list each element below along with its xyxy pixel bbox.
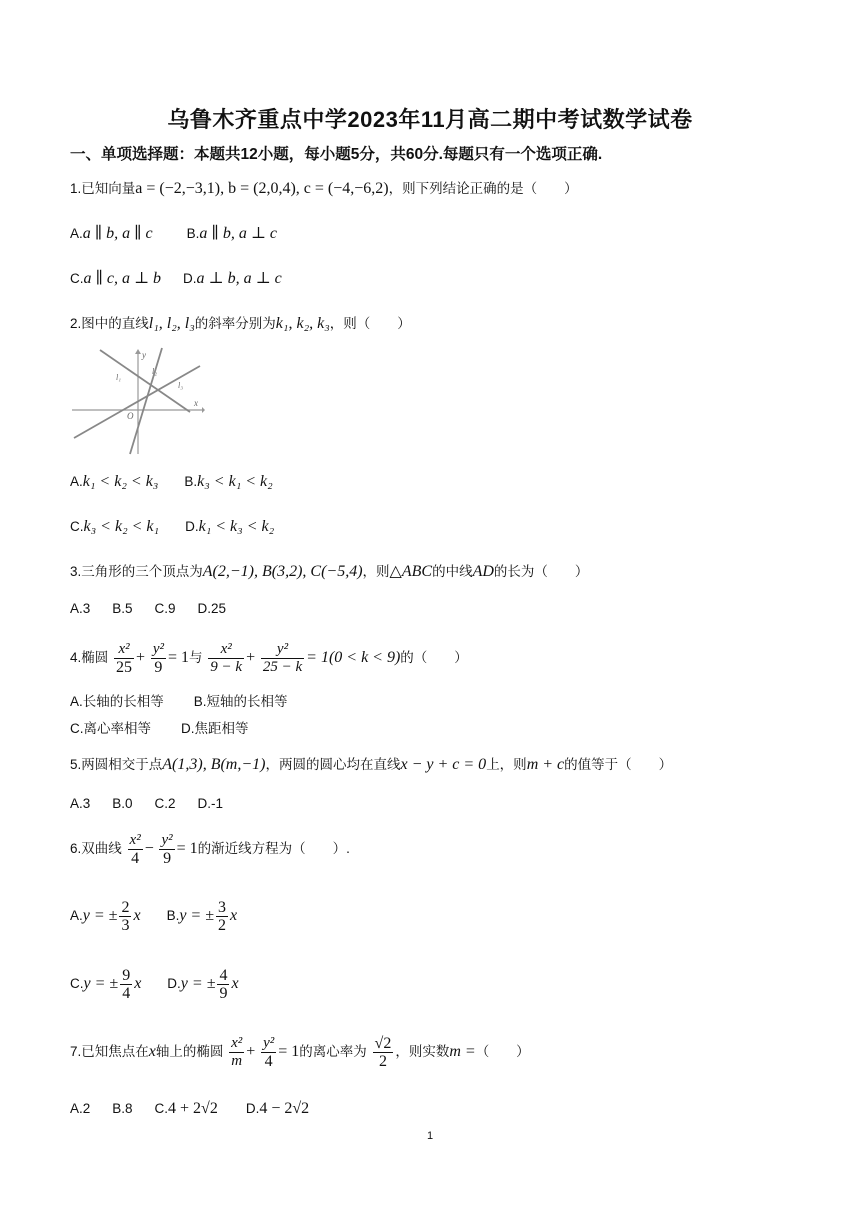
option-b: B.8 (112, 1101, 133, 1116)
option-d: D.a ⊥ b, a ⊥ c (183, 270, 282, 287)
option-b: B.短轴的长相等 (193, 694, 288, 709)
option-c: C.a ∥ c, a ⊥ b (70, 270, 162, 287)
x-label: x (194, 398, 198, 408)
question-3-options (70, 599, 226, 619)
question-1-options-ab (70, 224, 277, 244)
question-3-stem: 3.三角形的三个顶点为A(2,−1), B(3,2), C(−5,4)，则△ABC的中线AD的长为（ ） (70, 563, 589, 580)
slope-lines-figure (70, 346, 205, 456)
question-5-stem: 5.两圆相交于点A(1,3), B(m,−1)，两圆的圆心均在直线x − y + c = 0上，则m + c的值等于（ ） (70, 756, 673, 773)
option-d: D.-1 (197, 796, 224, 811)
option-c: C.9 (154, 601, 176, 616)
origin-label: O (127, 411, 134, 421)
x-axis-arrow (202, 407, 205, 413)
l2-label: l₂ (152, 367, 158, 376)
option-d: D.k₁ < k₃ < k₂ (185, 518, 275, 535)
question-6-options-cd (70, 964, 239, 1004)
option-a: A.3 (70, 601, 91, 616)
option-d: D.y = ± $\frac{4}{9}$ x (167, 966, 239, 1002)
option-d: D.4 − 2√2 (245, 1100, 310, 1117)
line-l3 (74, 366, 200, 438)
line-l2 (130, 348, 162, 454)
question-4-options-cd (70, 719, 249, 739)
l3-label: l₃ (178, 381, 184, 390)
q1-vectors: a = (−2,−3,1), b = (2,0,4), c = (−4,−6,2) (135, 180, 389, 197)
option-a: A.y = ± $\frac{2}{3}$ x (70, 898, 141, 934)
page-number: 1 (426, 1130, 434, 1142)
option-c: C.4 + 2√2 (154, 1100, 218, 1117)
option-a: A.k₁ < k₂ < k₃ (70, 473, 159, 490)
question-6-stem: 6.双曲线 $\frac{\text{x²}}{4}$ − $\frac{\text{y²}}{9}$ = 1的渐近线方程为（ ）. (70, 831, 350, 867)
option-b: B.k₃ < k₁ < k₂ (184, 473, 273, 490)
option-a: A.a ∥ b, a ∥ c (70, 225, 153, 242)
option-c: C.k₃ < k₂ < k₁ (70, 518, 160, 535)
option-c: C.y = ± $\frac{9}{4}$ x (70, 966, 142, 1002)
question-6-options-ab (70, 896, 237, 936)
y-label: y (142, 350, 146, 360)
option-b: B.a ∥ b, a ⊥ c (186, 225, 277, 242)
option-c: C.离心率相等 (70, 721, 151, 736)
question-2-options-cd (70, 517, 274, 537)
question-5-options (70, 794, 223, 814)
question-4-options-ab (70, 692, 288, 712)
question-2-stem: 2.图中的直线l₁, l₂, l₃的斜率分别为k₁, k₂, k₃，则（ ） (70, 315, 411, 332)
option-d: D.焦距相等 (181, 721, 249, 736)
l1-label: l₁ (116, 373, 122, 382)
question-7-stem: 7.已知焦点在x轴上的椭圆 $\frac{\text{x²}}{m}$ + $\frac{\text{y²}}{4}$ = 1的离心率为 $\frac{√2}{2}$ ，则实数m =（ ） (70, 1034, 530, 1070)
question-1-options-cd (70, 269, 282, 289)
page-title: 乌鲁木齐重点中学2023年11月高二期中考试数学试卷 (167, 107, 693, 132)
option-a: A.2 (70, 1101, 91, 1116)
option-a: A.3 (70, 796, 91, 811)
section-heading: 一、单项选择题：本题共12小题，每小题5分，共60分.每题只有一个选项正确. (70, 146, 603, 163)
option-d: D.25 (197, 601, 227, 616)
question-4-stem: 4.椭圆 $\frac{\text{x²}}{25}$ + $\frac{\text{y²}}{9}$ = 1与 $\frac{\text{x²}}{9 - k}$ + $\frac{\text{y²}}{25 - k}$ = 1(0 < k < 9)的（ ） (70, 640, 468, 676)
option-c: C.2 (154, 796, 176, 811)
question-1-stem: 1.已知向量a = (−2,−3,1), b = (2,0,4), c = (−4,−6,2)，则下列结论正确的是（ ） (70, 180, 578, 197)
y-axis-arrow (135, 349, 141, 354)
option-b: B.y = ± $\frac{3}{2}$ x (166, 898, 238, 934)
option-a: A.长轴的长相等 (70, 694, 164, 709)
question-2-options-ab (70, 472, 273, 492)
option-b: B.0 (112, 796, 133, 811)
option-b: B.5 (112, 601, 133, 616)
question-7-options (70, 1099, 309, 1119)
